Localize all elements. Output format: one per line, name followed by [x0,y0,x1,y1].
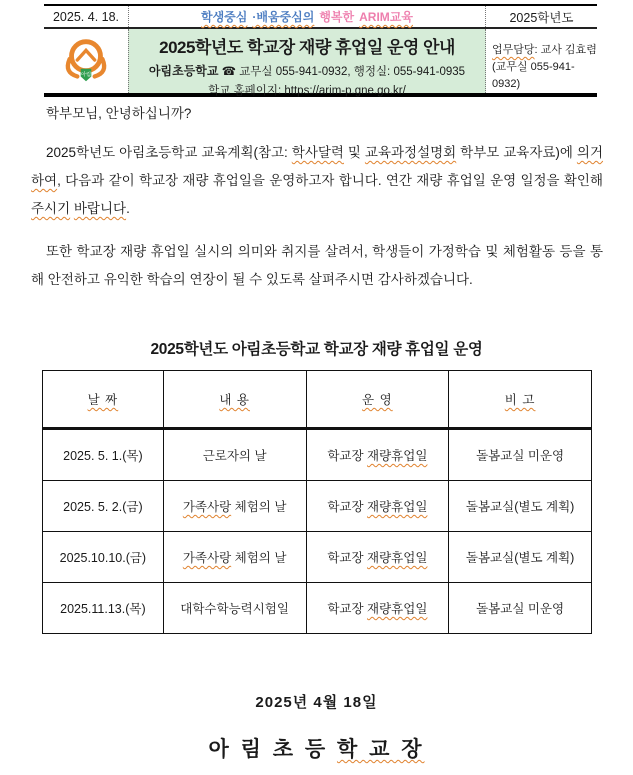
slogan-part-1: 학생중심 [201,10,248,24]
table-cell: 2025. 5. 1.(목) [43,429,164,481]
table-cell: 학교장 재량휴업일 [306,429,449,481]
table-cell: 2025.10.10.(금) [43,532,164,583]
manager-info [486,29,597,93]
manager-name: 업무담당: 교사 김효렴 [492,44,597,56]
letter-body [31,104,603,294]
school-contact-line [129,62,485,79]
contact-numbers: 교무실 055-941-0932, 행정실: 055-941-0935 [239,66,466,78]
slogan-part-2: ·배움중심의 [252,10,315,24]
table-cell: 돌봄교실(별도 계획) [449,532,592,583]
notice-title: 2025학년도 학교장 재량 휴업일 운영 안내 [159,38,455,57]
slogan-part-3: 행복한 [319,10,355,24]
holiday-table [42,370,592,634]
slogan-part-4: ARIM교육 [359,10,413,24]
table-cell: 학교장 재량휴업일 [306,583,449,634]
holiday-table-body [43,429,592,634]
homepage-url: 학교 홈페이지: https://arim-p.gne.go.kr/ [208,85,406,97]
paragraph-1: 2025학년도 아림초등학교 교육계획(참고: 학사달력 및 교육과정설명회 학부모 교육자료)에 의거하여, 다음과 같이 학교장 재량 휴업일을 운영하고자 합니다. 연간 재량 휴업일 운영 일정을 확인해 주시기 바랍니다. [31,145,604,216]
column-header: 날 짜 [43,371,164,429]
table-row [43,481,592,532]
table-row [43,532,592,583]
table-cell: 가족사랑 체험의 날 [163,481,306,532]
table-cell: 학교장 재량휴업일 [306,532,449,583]
table-cell: 돌봄교실 미운영 [449,583,592,634]
table-title: 2025학년도 아림초등학교 학교장 재량 휴업일 운영 [150,341,483,358]
principal-signature: 아 림 초 등 학 교 장 [208,738,425,761]
table-row [43,429,592,481]
table-cell: 2025.11.13.(목) [43,583,164,634]
table-row [43,583,592,634]
column-header: 운 영 [306,371,449,429]
table-cell: 돌봄교실 미운영 [449,429,592,481]
school-slogan [128,6,486,27]
holiday-table-header-row [43,371,592,429]
column-header: 비 고 [449,371,592,429]
issue-date: 2025. 4. 18. [52,9,120,24]
paragraph-2: 또한 학교장 재량 휴업일 실시의 의미와 취지를 살려서, 학생들이 가정학습 및 체험활동 등을 통해 안전하고 유익한 학습의 연장이 될 수 있도록 살펴주시면 감사하겠습니다. [31,244,603,287]
manager-phone: (교무실 055-941-0932) [492,61,575,90]
table-cell: 가족사랑 체험의 날 [163,532,306,583]
footer-date: 2025년 4월 18일 [255,694,378,711]
table-cell: 대학수학능력시험일 [163,583,306,634]
column-header: 내 용 [163,371,306,429]
table-cell: 학교장 재량휴업일 [306,481,449,532]
svg-text:아림: 아림 [80,71,92,78]
table-cell: 근로자의 날 [163,429,306,481]
header-main-row [44,29,597,97]
document-header [44,4,597,97]
school-name: 아림초등학교 [148,64,219,78]
header-top-row [44,6,597,29]
school-year: 2025학년도 [509,10,574,25]
phone-icon: ☎ [221,66,236,78]
table-cell: 돌봄교실(별도 계획) [449,481,592,532]
greeting-line: 학부모님, 안녕하십니까? [46,106,192,121]
school-emblem-icon [57,33,115,89]
table-cell: 2025. 5. 2.(금) [43,481,164,532]
header-title-panel [128,29,486,97]
school-logo [44,29,128,93]
